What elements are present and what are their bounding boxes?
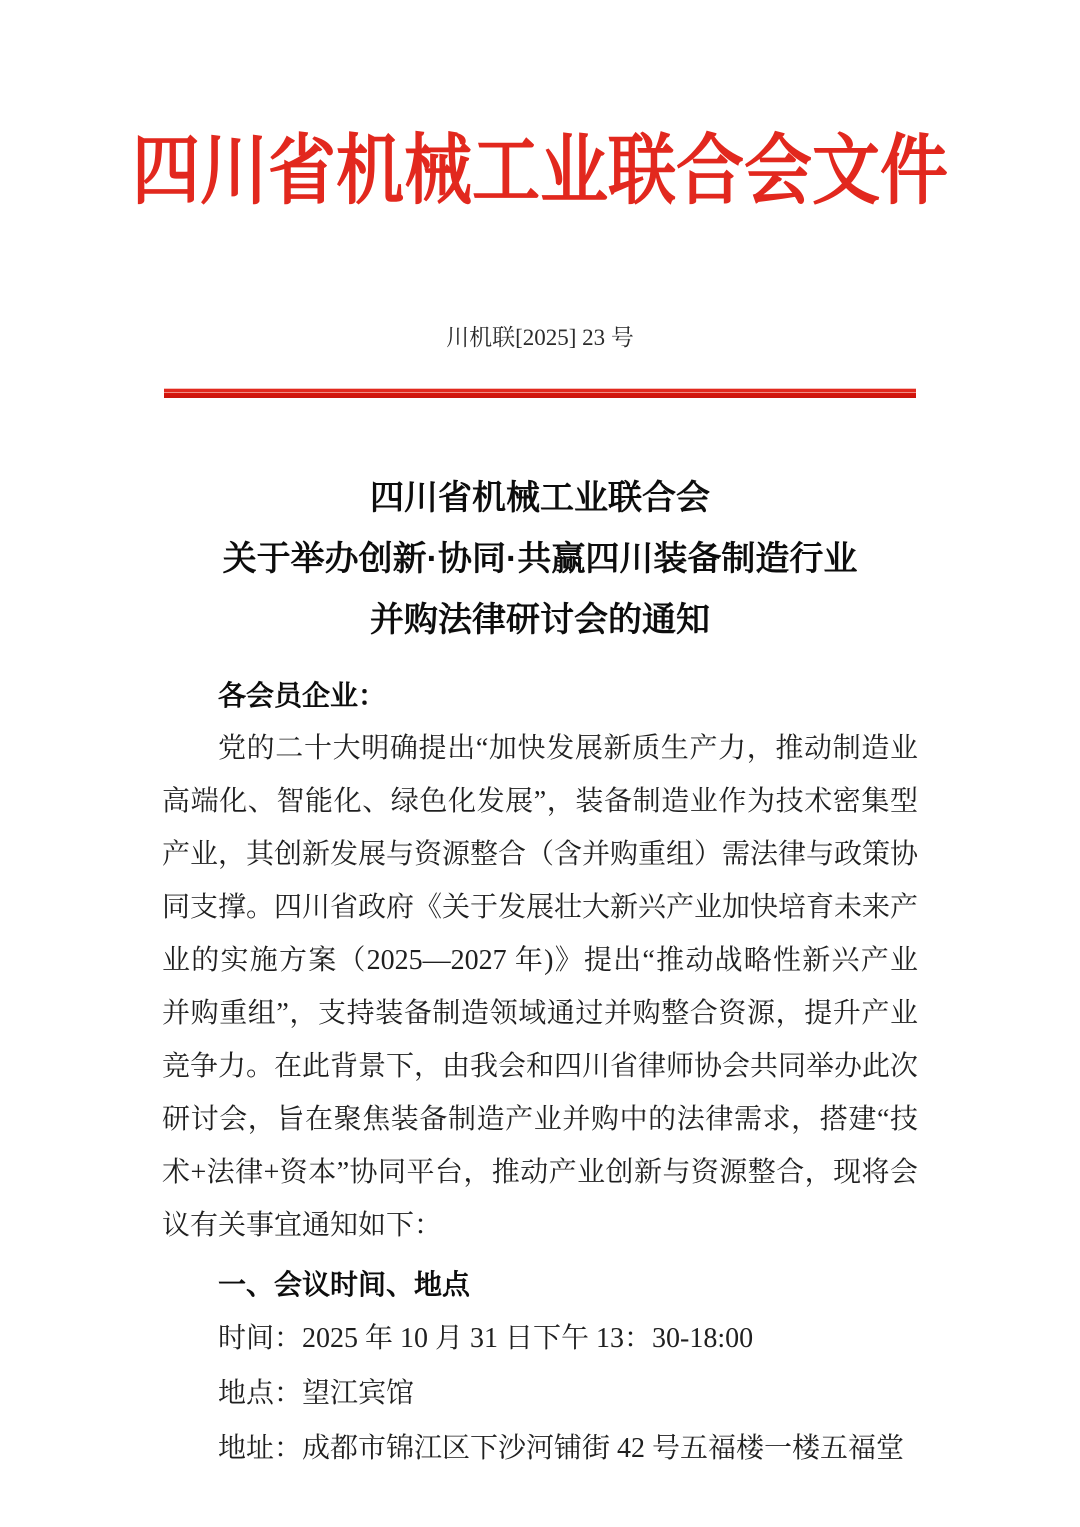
meeting-place-value: 望江宾馆	[302, 1378, 415, 1409]
meeting-time-value: 2025 年 10 月 31 日下午 13：30-18:00	[302, 1323, 754, 1354]
meeting-address-value: 成都市锦江区下沙河铺街 42 号五福楼一楼五福堂	[302, 1433, 905, 1464]
section-1-heading: 一、会议时间、地点	[218, 1269, 471, 1300]
notice-title-line-3: 并购法律研讨会的通知	[370, 601, 710, 639]
meeting-place-line	[162, 1366, 918, 1421]
document-number: 川机联[2025] 23 号	[446, 325, 634, 350]
red-header-title: 四川省机械工业联合会文件	[131, 128, 948, 215]
meeting-address-label: 地址：	[218, 1433, 303, 1464]
red-divider-line	[164, 388, 916, 398]
intro-paragraph: 党的二十大明确提出“加快发展新质生产力，推动制造业高端化、智能化、绿色化发展”，装备制造业作为技术密集型产业，其创新发展与资源整合（含并购重组）需法律与政策协同支撑。四川省政府《关于发展壮大新兴产业加快培育未来产业的实施方案（2025—2027 年)》提出“推动战略性新兴产业并购重组”，支持装备制造领域通过并购整合资源，提升产业竞争力。在此背景下，由我会和四川省律师协会共同举办此次研讨会，旨在聚焦装备制造产业并购中的法律需求，搭建“技术+法律+资本”协同平台，推动产业创新与资源整合，现将会议有关事宜通知如下：	[162, 733, 919, 1241]
notice-title-line-1: 四川省机械工业联合会	[370, 479, 710, 517]
meeting-time-label: 时间：	[218, 1323, 303, 1354]
notice-title-block	[0, 468, 1080, 651]
notice-title-line-2: 关于举办创新·协同·共赢四川装备制造行业	[222, 540, 858, 578]
salutation: 各会员企业：	[218, 680, 387, 711]
meeting-address-line	[162, 1421, 918, 1476]
document-body	[162, 669, 918, 1476]
meeting-place-label: 地点：	[218, 1378, 303, 1409]
meeting-time-line	[162, 1311, 918, 1366]
